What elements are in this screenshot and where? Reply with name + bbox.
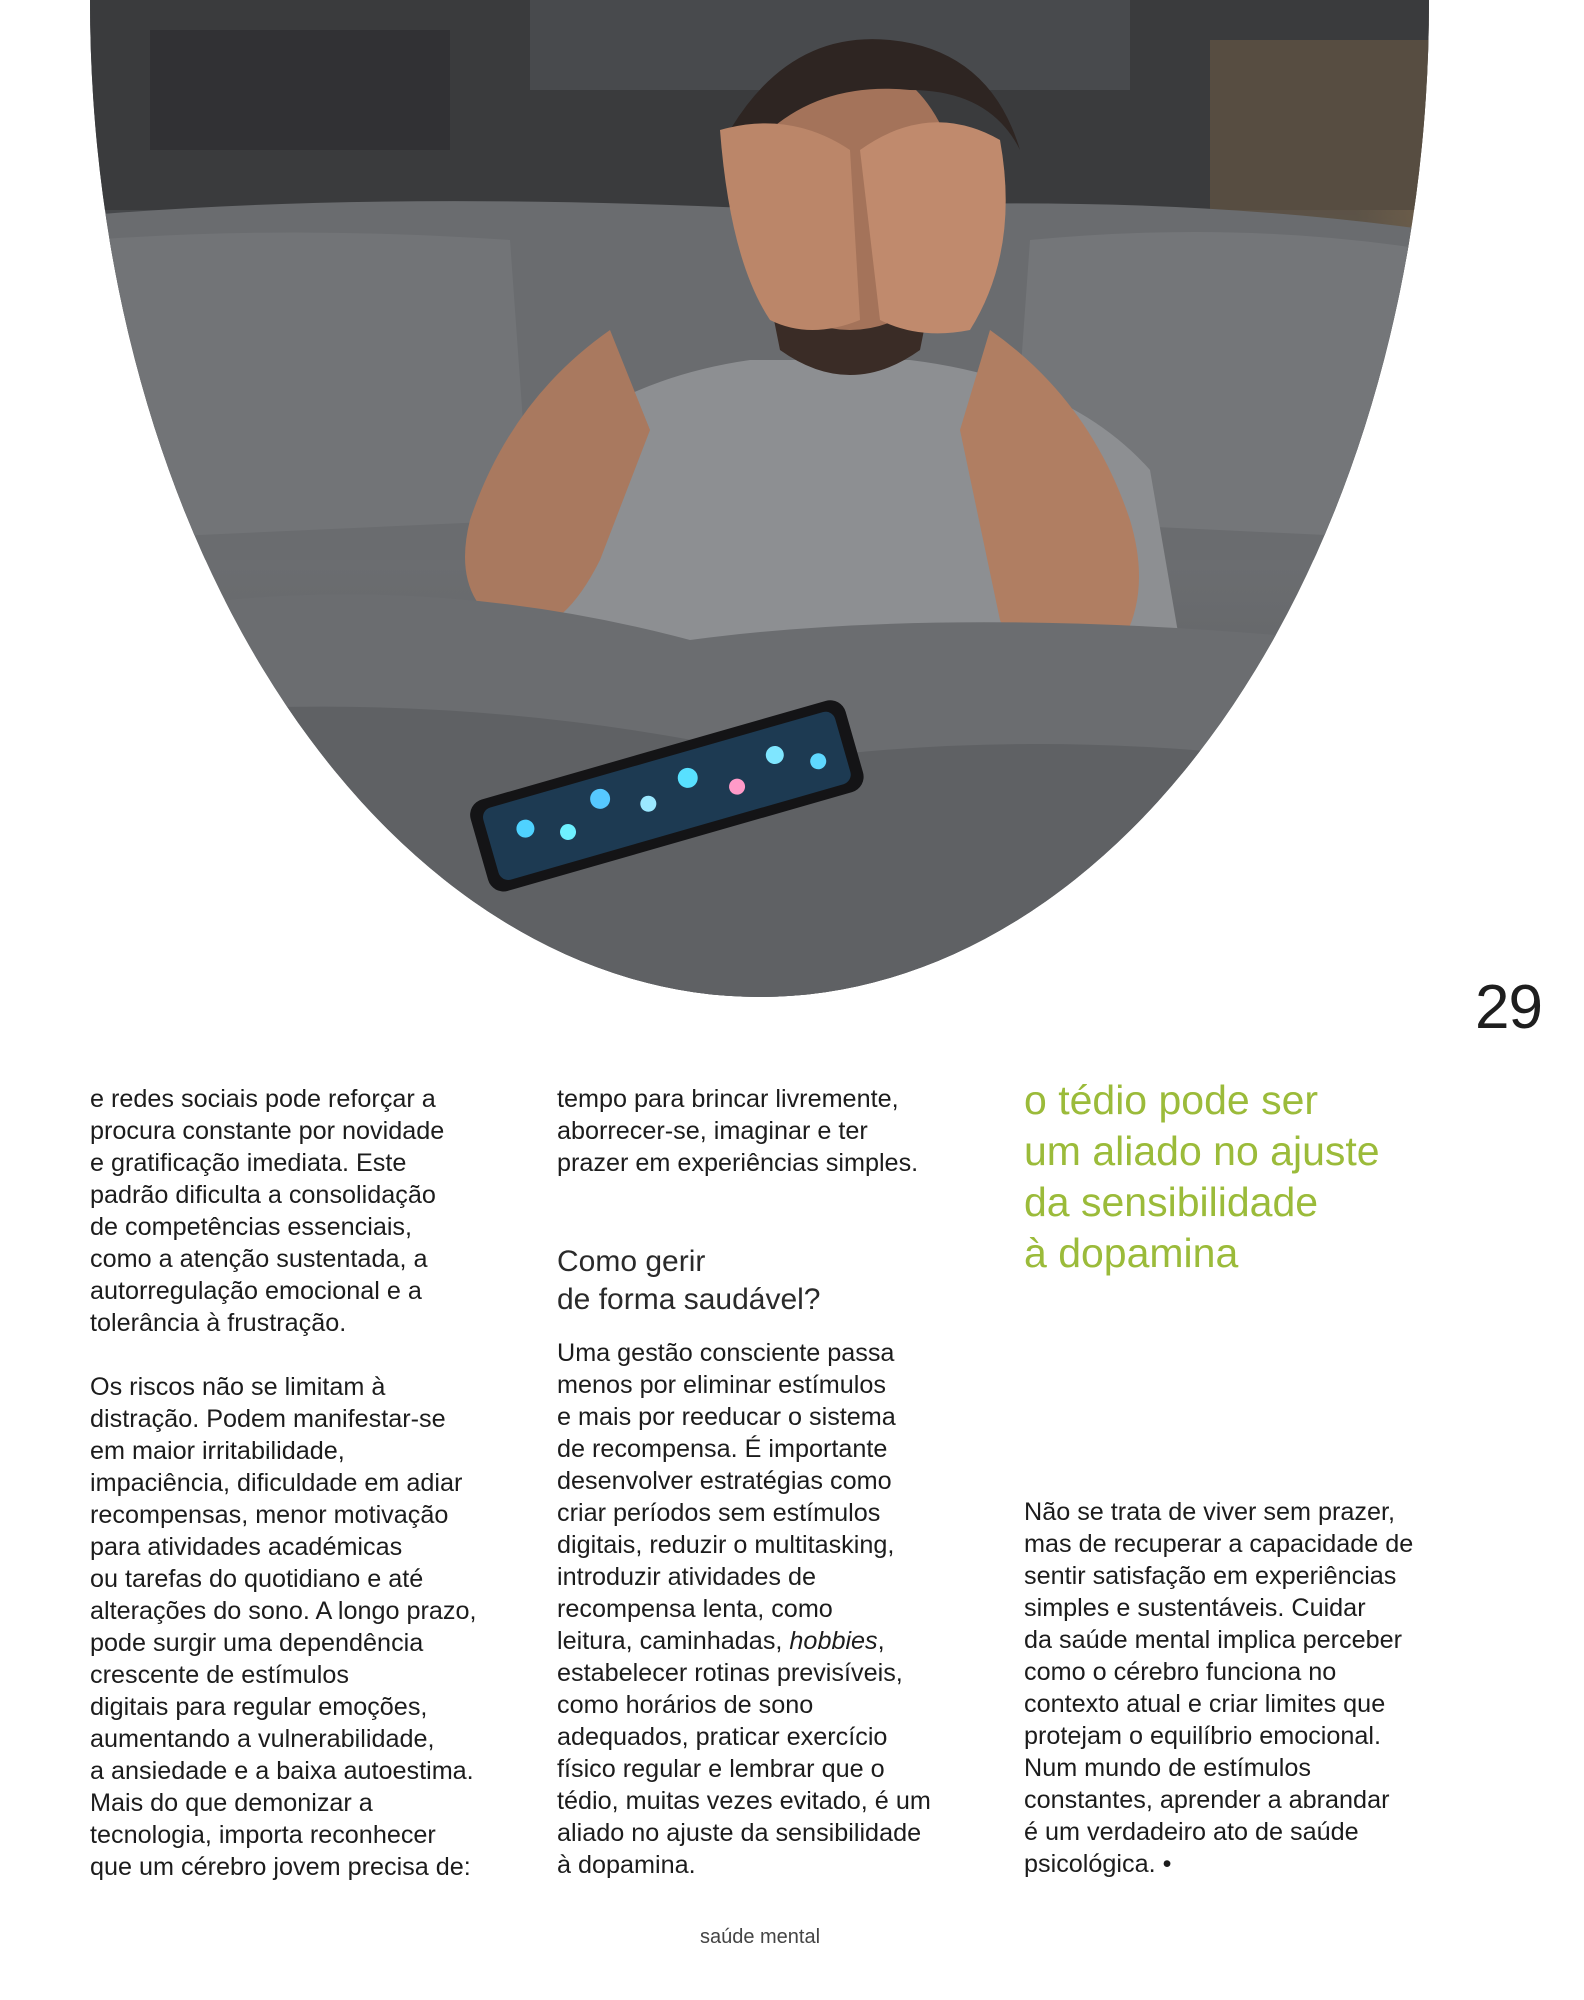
body-paragraph (557, 1337, 977, 1881)
body-paragraph: e redes sociais pode reforçar a procura constante por novidade e gratificação imediata. Este padrão dificulta a consolidação de competências essenciais, como a atenção sustentada, a autorregulação emocional e a tolerância à frustração. (90, 1085, 445, 1337)
body-paragraph: Não se trata de viver sem prazer, mas de recuperar a capacidade de sentir satisfação em experiências simples e sustentáveis. Cuidar da saúde mental implica perceber como o cérebro funciona no contexto atual e criar limites que protejam o equilíbrio emocional. Num mundo de estímulos constantes, aprender a abrandar é um verdadeiro ato de saúde psicológica. • (1024, 1498, 1414, 1878)
text-column-3 (1024, 1077, 1444, 1878)
body-paragraph: Os riscos não se limitam à distração. Podem manifestar-se em maior irritabilidade, impaciência, dificuldade em adiar recompensas, menor motivação para atividades académicas ou tarefas do quotidiano e até alterações do sono. A longo prazo, pode surgir uma dependência crescente de estímulos digitais para regular emoções, aumentando a vulnerabilidade, a ansiedade e a baixa autoestima. Mais do que demonizar a tecnologia, importa reconhecer que um cérebro jovem precisa de: (90, 1373, 477, 1881)
text-run: Uma gestão consciente passa menos por eliminar estímulos e mais por reeducar o sistema de recompensa. É importante desenvolver estratégias como criar períodos sem estímulos digitais, reduzir o multitasking, introduzir atividades de recompensa lenta, como leitura, caminhadas, (557, 1339, 896, 1655)
body-paragraph: tempo para brincar livremente, aborrecer-se, imaginar e ter prazer em experiências simples. (557, 1085, 919, 1177)
photo-illustration (90, 0, 1429, 997)
text-column-1 (90, 1083, 510, 1883)
section-subheading: Como gerir de forma saudável? (557, 1245, 821, 1316)
text-run: , estabelecer rotinas previsíveis, como horários de sono adequados, praticar exercício físico regular e lembrar que o tédio, muitas vezes evitado, é um aliado no ajuste da sensibilidade à dopamina. (557, 1627, 931, 1879)
section-label-footer: saúde mental (699, 1926, 821, 1948)
text-column-2 (557, 1083, 977, 1881)
man-covering-face-photo (90, 0, 1429, 997)
italic-term: hobbies (789, 1627, 878, 1655)
page-number: 29 (1475, 973, 1542, 1042)
pull-quote: o tédio pode ser um aliado no ajuste da sensibilidade à dopamina (1024, 1077, 1380, 1276)
